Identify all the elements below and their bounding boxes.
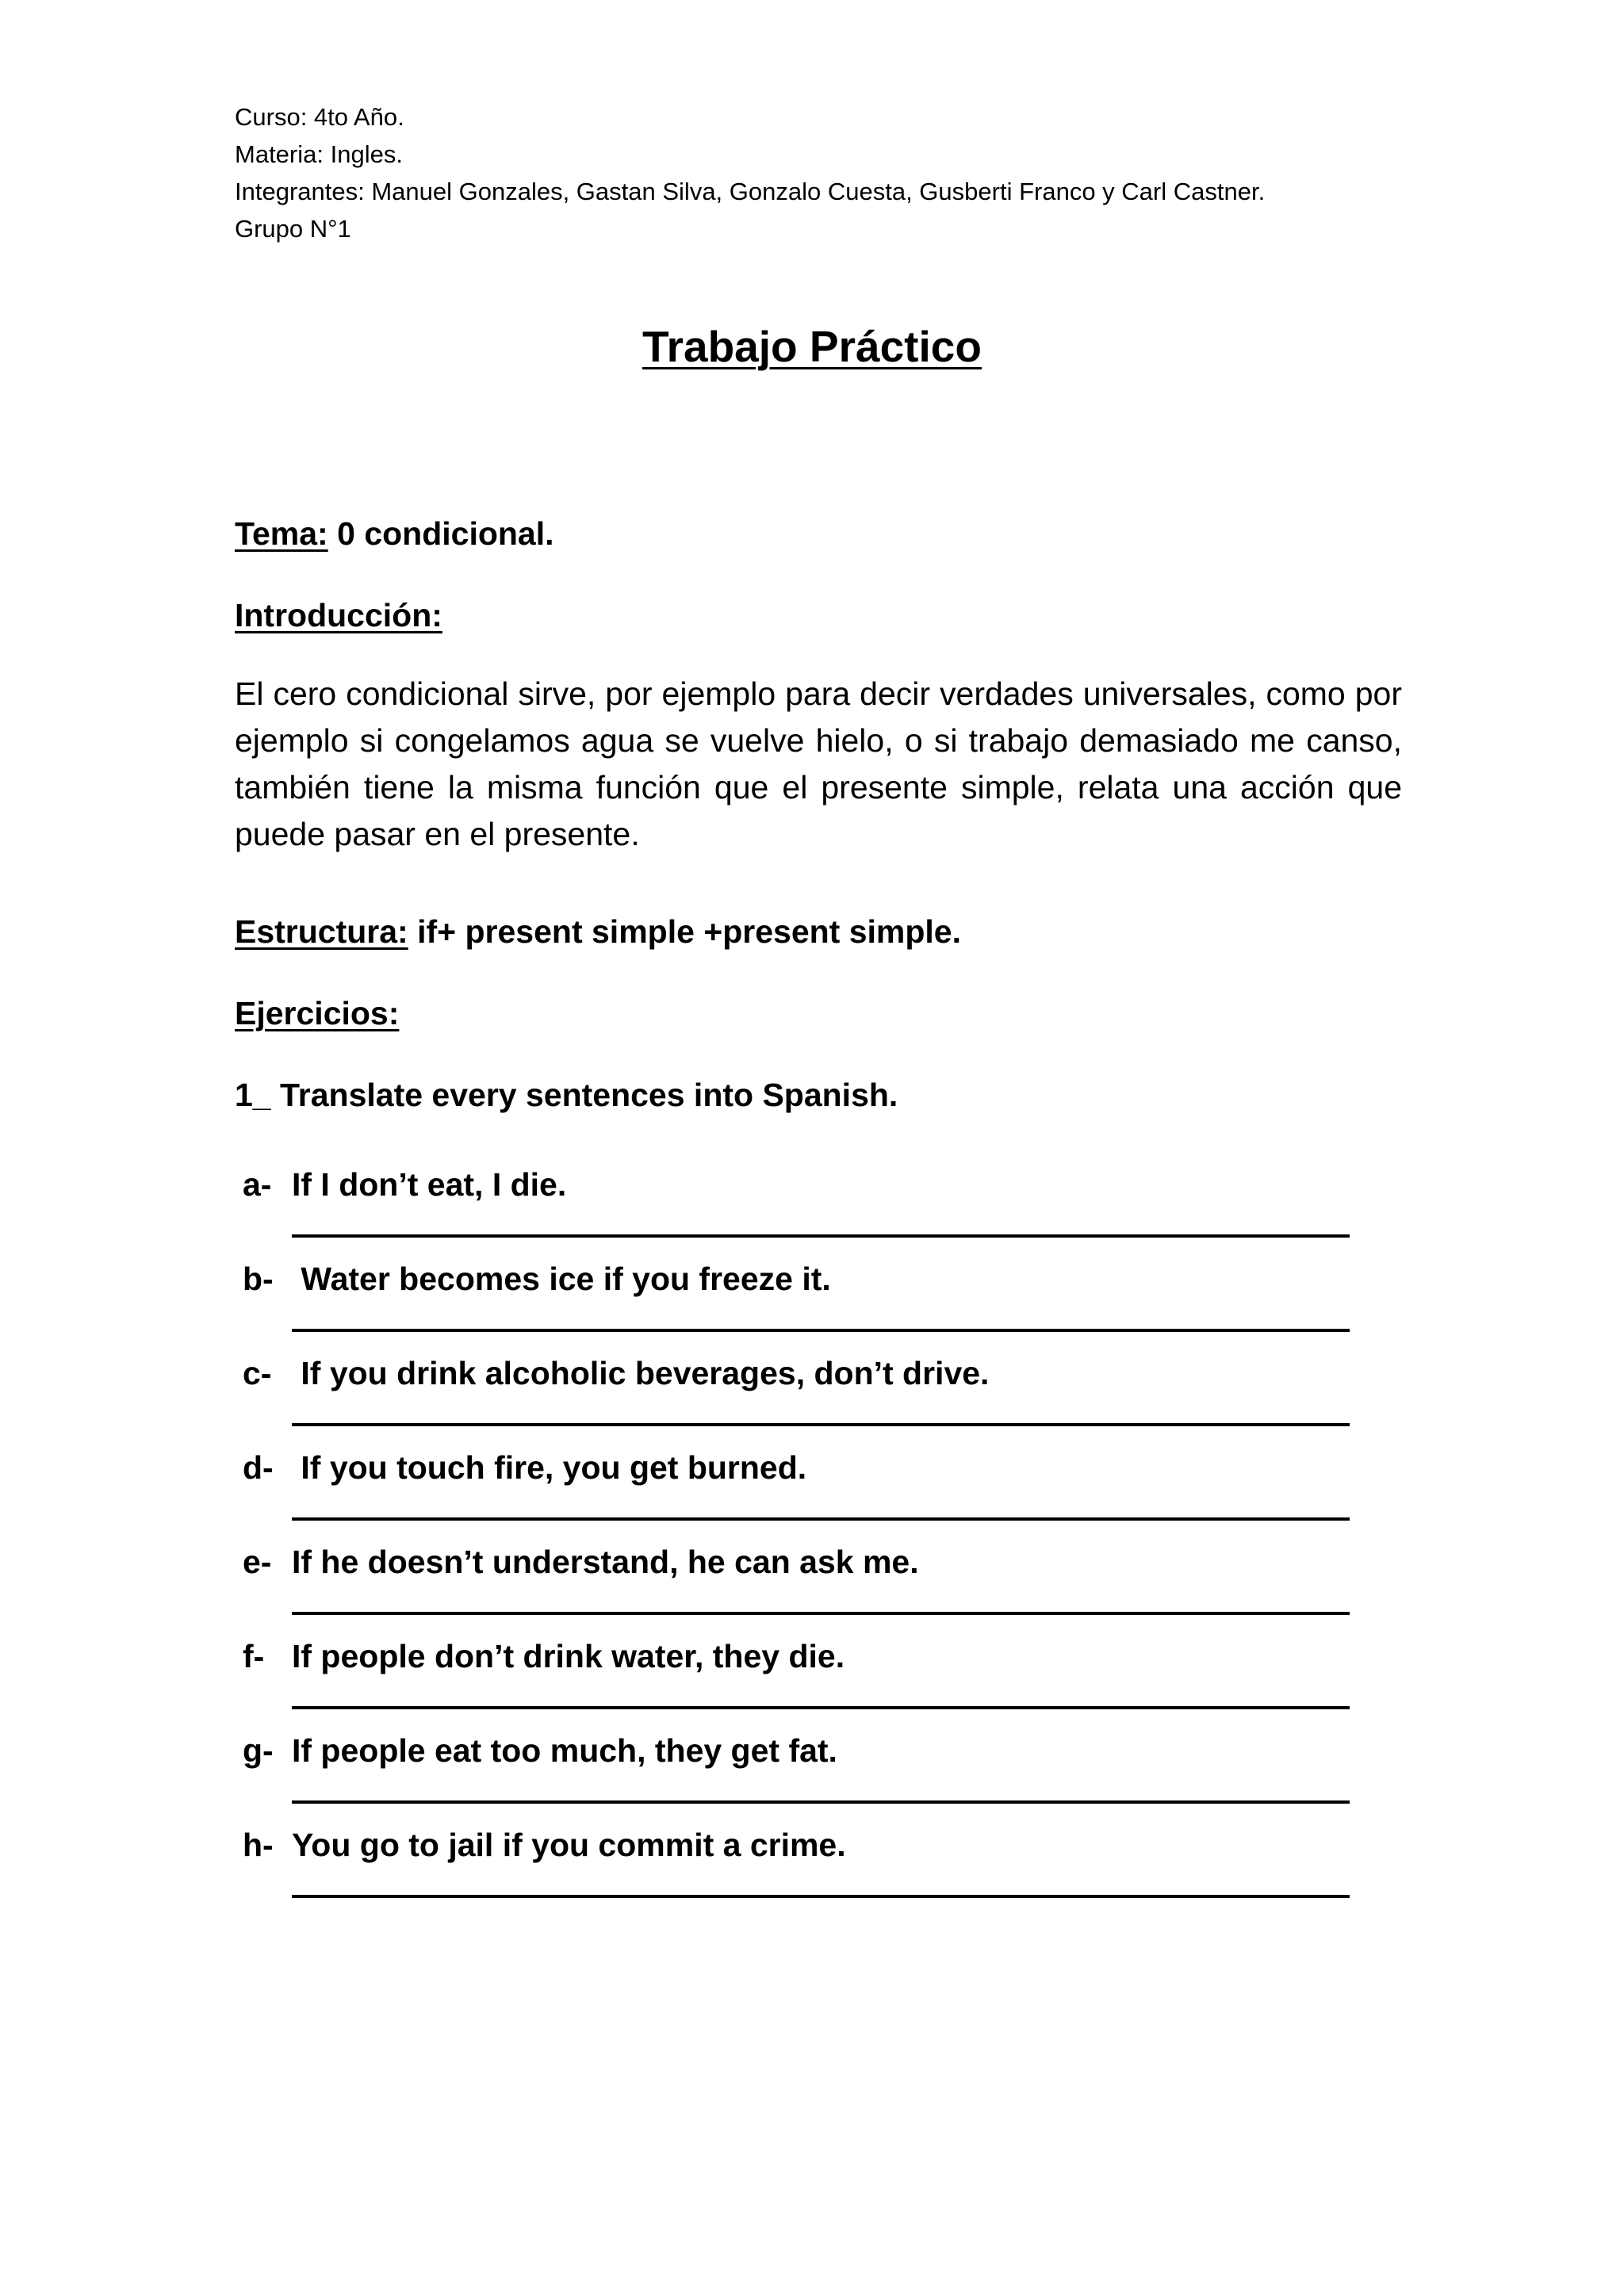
exercise-sentence: If I don’t eat, I die. [292, 1166, 567, 1203]
exercise-letter: f- [243, 1638, 265, 1674]
answer-line [292, 1895, 1350, 1898]
introduction-paragraph: El cero condicional sirve, por ejemplo para decir verdades universales, como por ejemplo si congelamos agua se vuelve hielo, o si trabajo demasiado me canso, también tiene la misma función que el presente simple, relata una acción que puede pasar en el presente. [235, 675, 1402, 852]
exercise-instruction: 1_ Translate every sentences into Spanish. [235, 1077, 898, 1113]
answer-line [292, 1800, 1350, 1804]
exercise-item-h [243, 1824, 1353, 1919]
exercise-sentence: You go to jail if you commit a crime. [292, 1827, 846, 1863]
introduction-heading-line [235, 595, 442, 636]
exercise-item-b [243, 1258, 1353, 1353]
group-line: Grupo N°1 [235, 215, 351, 243]
structure-line [235, 911, 961, 952]
exercise-letter: e- [243, 1544, 272, 1580]
exercise-letter: d- [243, 1449, 274, 1486]
exercise-item-e [243, 1541, 1353, 1636]
course-line: Curso: 4to Año. [235, 103, 404, 131]
structure-value: if+ present simple +present simple. [417, 913, 961, 950]
topic-value: 0 condicional. [337, 515, 554, 552]
exercise-list [243, 1164, 1353, 1919]
exercise-sentence: If he doesn’t understand, he can ask me. [292, 1544, 919, 1580]
topic-label: Tema: [235, 515, 328, 552]
exercise-letter: h- [243, 1827, 274, 1863]
answer-line [292, 1612, 1350, 1615]
exercise-sentence: If you drink alcoholic beverages, don’t drive. [292, 1355, 990, 1391]
exercise-letter: g- [243, 1732, 274, 1769]
document-title-container [0, 319, 1624, 374]
exercise-sentence: If people don’t drink water, they die. [292, 1638, 845, 1674]
members-line: Integrantes: Manuel Gonzales, Gastan Silva, Gonzalo Cuesta, Gusberti Franco y Carl Castner. [235, 178, 1266, 205]
answer-line [292, 1329, 1350, 1332]
exercise-letter: c- [243, 1355, 272, 1391]
document-title: Trabajo Práctico [642, 322, 982, 371]
answer-line [292, 1517, 1350, 1521]
document-header [235, 98, 1265, 247]
introduction-heading: Introducción: [235, 597, 442, 633]
exercise-sentence: Water becomes ice if you freeze it. [292, 1261, 831, 1297]
exercises-heading-line [235, 993, 399, 1034]
exercise-letter: b- [243, 1261, 274, 1297]
answer-line [292, 1706, 1350, 1709]
exercise-sentence: If you touch fire, you get burned. [292, 1449, 807, 1486]
structure-label: Estructura: [235, 913, 408, 950]
exercise-letter: a- [243, 1166, 272, 1203]
exercise-item-g [243, 1730, 1353, 1824]
topic-line [235, 513, 554, 554]
exercise-item-d [243, 1447, 1353, 1541]
exercise-item-c [243, 1353, 1353, 1447]
exercises-heading: Ejercicios: [235, 995, 400, 1031]
exercise-sentence: If people eat too much, they get fat. [292, 1732, 837, 1769]
answer-line [292, 1423, 1350, 1426]
answer-line [292, 1234, 1350, 1238]
exercise-item-f [243, 1636, 1353, 1730]
exercise-item-a [243, 1164, 1353, 1258]
subject-line: Materia: Ingles. [235, 140, 403, 168]
